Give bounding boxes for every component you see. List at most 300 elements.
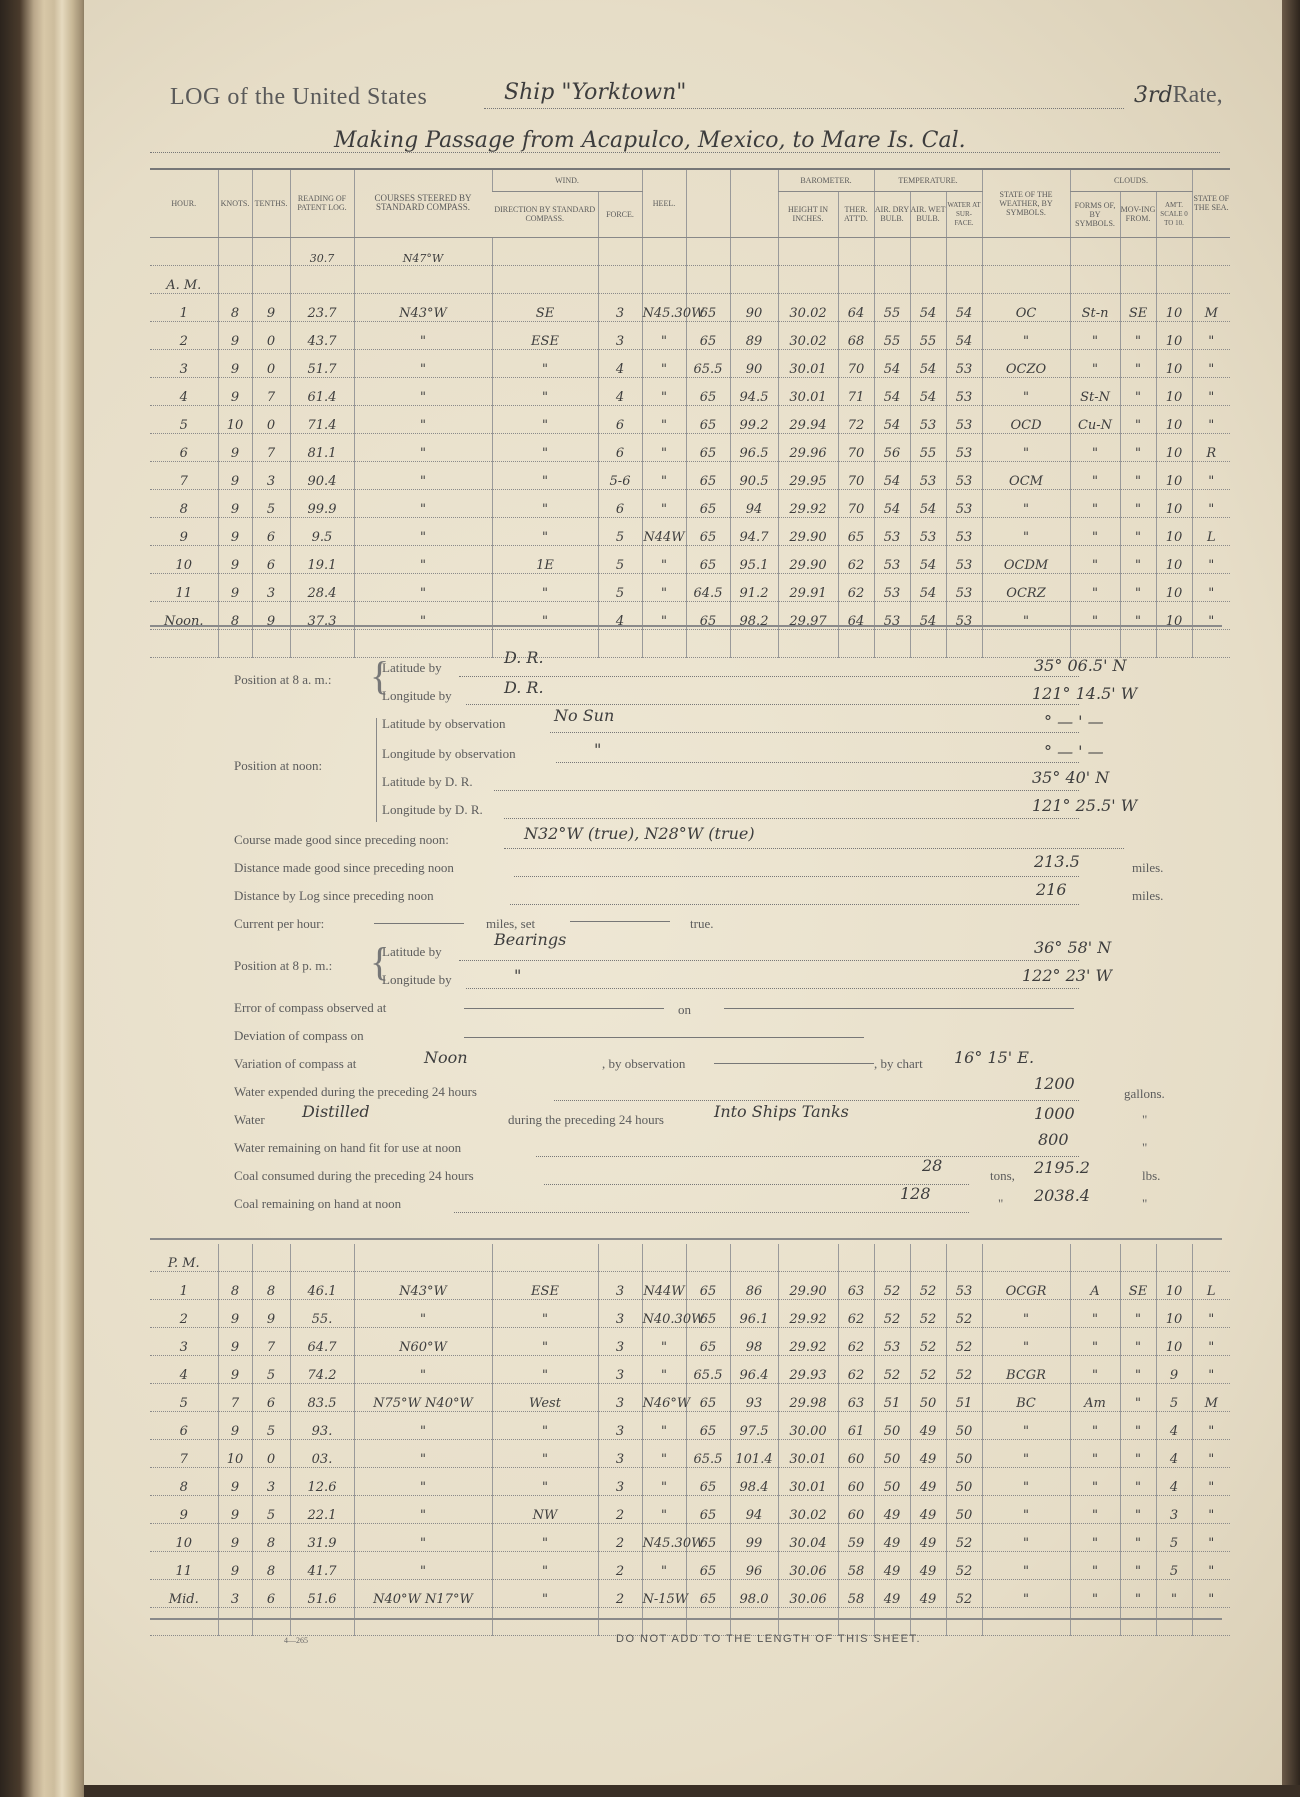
- variation-obs-label: , by observation: [602, 1056, 686, 1071]
- pm-wind-force-cell: 2: [598, 1524, 642, 1552]
- am-air-wet-cell: 54: [910, 545, 946, 573]
- pm-weather-cell: ": [982, 1580, 1070, 1608]
- am-weather-cell: OCDM: [982, 545, 1070, 573]
- col-weather: STATE OF THE WEATHER, BY SYMBOLS.: [982, 169, 1070, 237]
- posnoon-dr-lat-value: 35° 40' N: [1032, 768, 1110, 787]
- coal-consumed-lbs-label: lbs.: [1142, 1168, 1161, 1183]
- pm-log-cell: 93.: [290, 1412, 354, 1440]
- col-blank-a: [686, 169, 730, 237]
- pm-col-a-cell: 65: [686, 1552, 730, 1580]
- col-baro-ther: THER. ATT'D.: [838, 191, 874, 237]
- am-knots-cell: 9: [218, 433, 252, 461]
- am-heel-cell: N44W: [642, 517, 686, 545]
- pm-course-cell: N40°W N17°W: [354, 1580, 492, 1608]
- pm-cloud-moving-cell: ": [1120, 1524, 1156, 1552]
- pm-air-wet-cell: 49: [910, 1524, 946, 1552]
- am-cloud-form-cell: ": [1070, 321, 1120, 349]
- pm-baro-height-cell: 29.98: [778, 1384, 838, 1412]
- pm-cloud-amount-cell: 4: [1156, 1440, 1192, 1468]
- pm-wind-force-cell: 3: [598, 1272, 642, 1300]
- pm-air-wet-cell: 50: [910, 1384, 946, 1412]
- pm-air-dry-cell: 50: [874, 1468, 910, 1496]
- pos8pm-lon-method: ": [514, 966, 522, 985]
- pm-course-cell: ": [354, 1412, 492, 1440]
- pm-log-row: [150, 1468, 1230, 1496]
- am-air-dry-cell: 53: [874, 517, 910, 545]
- col-air-wet: AIR. WET BULB.: [910, 191, 946, 237]
- pm-water-temp-cell: 51: [946, 1384, 982, 1412]
- pm-weather-cell: ": [982, 1496, 1070, 1524]
- am-log-cell: 61.4: [290, 377, 354, 405]
- pm-wind-force-cell: 3: [598, 1468, 642, 1496]
- am-baro-height-cell: 29.92: [778, 489, 838, 517]
- pos8pm-label: Position at 8 p. m.:: [234, 958, 333, 973]
- am-cloud-form-cell: ": [1070, 517, 1120, 545]
- water-distilled-dest: Into Ships Tanks: [714, 1102, 849, 1121]
- pm-col-a-cell: 65: [686, 1524, 730, 1552]
- pm-air-wet-cell: 49: [910, 1440, 946, 1468]
- pm-col-b-cell: 96: [730, 1552, 778, 1580]
- pm-knots-cell: 9: [218, 1524, 252, 1552]
- am-col-b-cell: 90: [730, 349, 778, 377]
- pm-sea-cell: ": [1192, 1468, 1230, 1496]
- posnoon-dr-lat-label: Latitude by D. R.: [382, 774, 473, 789]
- pm-tenths-cell: 0: [252, 1440, 290, 1468]
- book-edge: [1282, 0, 1300, 1797]
- log-title: LOG of the United States: [170, 84, 428, 110]
- am-log-row: [150, 293, 1230, 321]
- am-sea-cell: M: [1192, 293, 1230, 321]
- pm-air-dry-cell: 50: [874, 1440, 910, 1468]
- pm-col-a-cell: 65: [686, 1580, 730, 1608]
- pm-col-a-cell: 65: [686, 1272, 730, 1300]
- current-label: Current per hour:: [234, 916, 325, 931]
- am-sea-cell: R: [1192, 433, 1230, 461]
- am-sea-cell: ": [1192, 461, 1230, 489]
- am-cloud-moving-cell: ": [1120, 377, 1156, 405]
- pm-heel-cell: ": [642, 1440, 686, 1468]
- pm-knots-cell: 3: [218, 1580, 252, 1608]
- am-wind-dir-cell: ": [492, 461, 598, 489]
- pm-baro-ther-cell: 63: [838, 1272, 874, 1300]
- pm-baro-height-cell: 29.90: [778, 1272, 838, 1300]
- am-log-cell: 28.4: [290, 573, 354, 601]
- pm-baro-ther-cell: 60: [838, 1440, 874, 1468]
- pm-col-a-cell: 65.5: [686, 1440, 730, 1468]
- am-weather-cell: ": [982, 517, 1070, 545]
- col-cloud-amount: AM'T. SCALE 0 TO 10.: [1156, 191, 1192, 237]
- posnoon-obs-lat-label: Latitude by observation: [382, 716, 506, 731]
- pm-course-cell: ": [354, 1524, 492, 1552]
- pm-wind-dir-cell: ": [492, 1412, 598, 1440]
- pm-col-a-cell: 65: [686, 1328, 730, 1356]
- pm-cloud-moving-cell: ": [1120, 1412, 1156, 1440]
- pm-wind-dir-cell: West: [492, 1384, 598, 1412]
- am-cloud-moving-cell: ": [1120, 405, 1156, 433]
- am-hour-cell: 9: [150, 517, 218, 545]
- am-course-cell: ": [354, 601, 492, 629]
- pm-wind-force-cell: 3: [598, 1440, 642, 1468]
- pm-tenths-cell: 6: [252, 1580, 290, 1608]
- water-distilled-value: 1000: [1034, 1104, 1075, 1123]
- form-code: 4—265: [284, 1636, 308, 1645]
- am-hour-cell: Noon.: [150, 601, 218, 629]
- water-remaining-label: Water remaining on hand fit for use at noon: [234, 1140, 462, 1155]
- col-water-surface: WATER AT SUR-FACE.: [946, 191, 982, 237]
- pm-tenths-cell: 8: [252, 1552, 290, 1580]
- pm-hour-cell: 5: [150, 1384, 218, 1412]
- am-log-row: [150, 405, 1230, 433]
- am-knots-cell: 9: [218, 321, 252, 349]
- am-weather-cell: ": [982, 489, 1070, 517]
- posnoon-obs-lon-method: ": [594, 740, 602, 759]
- water-remaining-value: 800: [1038, 1130, 1069, 1149]
- col-wind: WIND.: [492, 169, 642, 191]
- pm-wind-force-cell: 3: [598, 1356, 642, 1384]
- am-course-cell: ": [354, 461, 492, 489]
- am-cloud-amount-cell: 10: [1156, 601, 1192, 629]
- am-col-b-cell: 94.7: [730, 517, 778, 545]
- am-baro-height-cell: 29.90: [778, 517, 838, 545]
- water-distilled-label-a: Water: [234, 1112, 265, 1127]
- pm-wind-dir-cell: ": [492, 1524, 598, 1552]
- am-tenths-cell: 7: [252, 377, 290, 405]
- pm-water-temp-cell: 50: [946, 1440, 982, 1468]
- col-cloud-forms: FORMS OF, BY SYMBOLS.: [1070, 191, 1120, 237]
- distance-good-unit: miles.: [1132, 860, 1164, 875]
- distance-log-value: 216: [1036, 880, 1067, 899]
- pm-cloud-moving-cell: ": [1120, 1440, 1156, 1468]
- am-tenths-cell: 3: [252, 573, 290, 601]
- col-cloud-moving: MOV-ING FROM.: [1120, 191, 1156, 237]
- am-wind-force-cell: 5: [598, 517, 642, 545]
- pm-table-top-rule: [150, 1238, 1222, 1240]
- water-expended-unit: gallons.: [1124, 1086, 1165, 1101]
- pm-air-dry-cell: 53: [874, 1328, 910, 1356]
- am-tenths-cell: 9: [252, 601, 290, 629]
- pm-course-cell: ": [354, 1356, 492, 1384]
- col-blank-b: [730, 169, 778, 237]
- am-log-row: [150, 545, 1230, 573]
- am-air-wet-cell: 54: [910, 293, 946, 321]
- am-col-a-cell: 65: [686, 461, 730, 489]
- pm-tenths-cell: 7: [252, 1328, 290, 1356]
- am-log-cell: 19.1: [290, 545, 354, 573]
- pm-sea-cell: ": [1192, 1412, 1230, 1440]
- am-wind-dir-cell: ": [492, 573, 598, 601]
- pm-sea-cell: ": [1192, 1552, 1230, 1580]
- pm-cloud-amount-cell: 10: [1156, 1272, 1192, 1300]
- am-spare-row: [150, 629, 1230, 657]
- pm-water-temp-cell: 52: [946, 1300, 982, 1328]
- posnoon-label: Position at noon:: [234, 758, 323, 773]
- am-log-row: [150, 377, 1230, 405]
- coal-remaining-tons: 128: [900, 1184, 931, 1203]
- am-knots-cell: 8: [218, 601, 252, 629]
- pm-cloud-amount-cell: 5: [1156, 1552, 1192, 1580]
- posnoon-dr-lon-label: Longitude by D. R.: [382, 802, 483, 817]
- am-cloud-amount-cell: 10: [1156, 293, 1192, 321]
- am-cloud-amount-cell: 10: [1156, 433, 1192, 461]
- pm-knots-cell: 10: [218, 1440, 252, 1468]
- am-sea-cell: ": [1192, 405, 1230, 433]
- pos8am-label: Position at 8 a. m.:: [234, 672, 332, 687]
- pm-cloud-moving-cell: ": [1120, 1384, 1156, 1412]
- am-hour-cell: 11: [150, 573, 218, 601]
- am-water-temp-cell: 53: [946, 349, 982, 377]
- am-col-a-cell: 65: [686, 545, 730, 573]
- am-cloud-amount-cell: 10: [1156, 461, 1192, 489]
- pm-hour-cell: 1: [150, 1272, 218, 1300]
- title-rule: [484, 108, 1124, 109]
- pos8pm-brace: {: [370, 939, 390, 984]
- pm-weather-cell: ": [982, 1328, 1070, 1356]
- pm-cloud-form-cell: ": [1070, 1468, 1120, 1496]
- am-baro-height-cell: 29.96: [778, 433, 838, 461]
- col-temperature: TEMPERATURE.: [874, 169, 982, 191]
- pm-cloud-form-cell: ": [1070, 1580, 1120, 1608]
- am-weather-cell: ": [982, 321, 1070, 349]
- am-col-b-cell: 98.2: [730, 601, 778, 629]
- pm-table-bottom-rule: [150, 1618, 1222, 1620]
- am-sea-cell: L: [1192, 517, 1230, 545]
- pm-air-wet-cell: 49: [910, 1552, 946, 1580]
- pm-baro-height-cell: 30.02: [778, 1496, 838, 1524]
- pos8am-brace: {: [370, 653, 390, 698]
- pm-cloud-moving-cell: ": [1120, 1552, 1156, 1580]
- pm-heel-cell: N-15W: [642, 1580, 686, 1608]
- am-cloud-form-cell: St-n: [1070, 293, 1120, 321]
- am-pre-log: 30.7: [290, 237, 354, 265]
- pm-cloud-moving-cell: ": [1120, 1300, 1156, 1328]
- pm-heel-cell: ": [642, 1468, 686, 1496]
- am-sea-cell: ": [1192, 377, 1230, 405]
- am-tenths-cell: 0: [252, 405, 290, 433]
- am-sea-cell: ": [1192, 573, 1230, 601]
- pm-col-b-cell: 98.4: [730, 1468, 778, 1496]
- am-sea-cell: ": [1192, 545, 1230, 573]
- am-wind-dir-cell: ": [492, 377, 598, 405]
- pm-log-row: [150, 1524, 1230, 1552]
- pm-col-a-cell: 65: [686, 1384, 730, 1412]
- water-distilled-method: Distilled: [302, 1102, 370, 1121]
- am-baro-height-cell: 30.02: [778, 321, 838, 349]
- col-knots: KNOTS.: [218, 169, 252, 237]
- am-cloud-amount-cell: 10: [1156, 377, 1192, 405]
- coal-consumed-tons: 28: [922, 1156, 943, 1175]
- am-course-cell: ": [354, 377, 492, 405]
- pm-sea-cell: ": [1192, 1440, 1230, 1468]
- am-course-cell: ": [354, 321, 492, 349]
- rate-label: Rate,: [1172, 82, 1223, 108]
- am-cloud-form-cell: Cu-N: [1070, 405, 1120, 433]
- am-col-a-cell: 65: [686, 293, 730, 321]
- am-wind-force-cell: 5: [598, 573, 642, 601]
- am-label: A. M.: [150, 265, 218, 293]
- pm-hour-cell: 7: [150, 1440, 218, 1468]
- am-log-cell: 90.4: [290, 461, 354, 489]
- pos8am-lon-value: 121° 14.5' W: [1032, 684, 1138, 703]
- am-wind-force-cell: 4: [598, 377, 642, 405]
- pm-course-cell: ": [354, 1300, 492, 1328]
- am-cloud-moving-cell: ": [1120, 349, 1156, 377]
- am-hour-cell: 2: [150, 321, 218, 349]
- pm-sea-cell: L: [1192, 1272, 1230, 1300]
- pm-air-dry-cell: 52: [874, 1356, 910, 1384]
- am-water-temp-cell: 53: [946, 377, 982, 405]
- water-distilled-label-b: during the preceding 24 hours: [508, 1112, 664, 1127]
- am-cloud-amount-cell: 10: [1156, 405, 1192, 433]
- passage-rule: [150, 152, 1220, 153]
- pm-weather-cell: ": [982, 1300, 1070, 1328]
- am-log-cell: 43.7: [290, 321, 354, 349]
- pm-knots-cell: 8: [218, 1272, 252, 1300]
- pm-cloud-moving-cell: ": [1120, 1580, 1156, 1608]
- pm-baro-ther-cell: 58: [838, 1552, 874, 1580]
- am-water-temp-cell: 54: [946, 321, 982, 349]
- am-knots-cell: 9: [218, 489, 252, 517]
- current-mid: miles, set: [486, 916, 536, 931]
- pm-heel-cell: N45.30W: [642, 1524, 686, 1552]
- pm-hour-cell: 10: [150, 1524, 218, 1552]
- pm-tenths-cell: 5: [252, 1496, 290, 1524]
- pm-col-b-cell: 99: [730, 1524, 778, 1552]
- log-sheet: [84, 0, 1282, 1785]
- pm-baro-height-cell: 30.06: [778, 1552, 838, 1580]
- am-course-cell: ": [354, 433, 492, 461]
- pm-baro-ther-cell: 62: [838, 1300, 874, 1328]
- pm-heel-cell: ": [642, 1356, 686, 1384]
- am-weather-cell: ": [982, 601, 1070, 629]
- pm-weather-cell: BC: [982, 1384, 1070, 1412]
- pm-col-a-cell: 65: [686, 1496, 730, 1524]
- pm-sea-cell: ": [1192, 1524, 1230, 1552]
- am-wind-dir-cell: ": [492, 433, 598, 461]
- am-water-temp-cell: 53: [946, 517, 982, 545]
- am-baro-ther-cell: 68: [838, 321, 874, 349]
- pm-tenths-cell: 5: [252, 1356, 290, 1384]
- pm-cloud-form-cell: ": [1070, 1440, 1120, 1468]
- am-sea-cell: ": [1192, 601, 1230, 629]
- pm-hour-cell: 11: [150, 1552, 218, 1580]
- pm-water-temp-cell: 52: [946, 1524, 982, 1552]
- am-wind-dir-cell: ": [492, 405, 598, 433]
- am-col-a-cell: 64.5: [686, 573, 730, 601]
- am-hour-cell: 10: [150, 545, 218, 573]
- am-knots-cell: 9: [218, 461, 252, 489]
- am-heel-cell: ": [642, 349, 686, 377]
- pm-log-cell: 31.9: [290, 1524, 354, 1552]
- am-tenths-cell: 3: [252, 461, 290, 489]
- am-col-a-cell: 65: [686, 405, 730, 433]
- pm-hour-cell: 6: [150, 1412, 218, 1440]
- coal-remaining-tons-label: ": [998, 1196, 1004, 1211]
- pm-hour-cell: 4: [150, 1356, 218, 1384]
- pm-log-cell: 55.: [290, 1300, 354, 1328]
- am-wind-dir-cell: ": [492, 489, 598, 517]
- am-knots-cell: 9: [218, 377, 252, 405]
- pm-cloud-amount-cell: 10: [1156, 1300, 1192, 1328]
- pm-heel-cell: ": [642, 1412, 686, 1440]
- am-air-dry-cell: 54: [874, 489, 910, 517]
- am-tenths-cell: 5: [252, 489, 290, 517]
- am-weather-cell: OCD: [982, 405, 1070, 433]
- am-wind-force-cell: 3: [598, 321, 642, 349]
- am-hour-cell: 5: [150, 405, 218, 433]
- pm-baro-ther-cell: 61: [838, 1412, 874, 1440]
- am-wind-force-cell: 4: [598, 349, 642, 377]
- pm-course-cell: N43°W: [354, 1272, 492, 1300]
- am-weather-cell: ": [982, 377, 1070, 405]
- book-binding: [0, 0, 88, 1797]
- am-air-wet-cell: 54: [910, 601, 946, 629]
- am-hour-cell: 3: [150, 349, 218, 377]
- pm-air-dry-cell: 49: [874, 1524, 910, 1552]
- am-cloud-amount-cell: 10: [1156, 517, 1192, 545]
- am-col-b-cell: 90: [730, 293, 778, 321]
- pm-wind-dir-cell: ESE: [492, 1272, 598, 1300]
- am-knots-cell: 8: [218, 293, 252, 321]
- am-tenths-cell: 6: [252, 517, 290, 545]
- pm-knots-cell: 9: [218, 1328, 252, 1356]
- col-clouds: CLOUDS.: [1070, 169, 1192, 191]
- pm-weather-cell: OCGR: [982, 1272, 1070, 1300]
- pm-col-b-cell: 101.4: [730, 1440, 778, 1468]
- variation-label: Variation of compass at: [234, 1056, 357, 1071]
- pm-wind-dir-cell: ": [492, 1552, 598, 1580]
- pm-wind-dir-cell: ": [492, 1440, 598, 1468]
- pm-log-row: [150, 1384, 1230, 1412]
- am-air-wet-cell: 54: [910, 573, 946, 601]
- am-cloud-moving-cell: ": [1120, 433, 1156, 461]
- pm-cloud-amount-cell: 5: [1156, 1384, 1192, 1412]
- pm-heel-cell: N44W: [642, 1272, 686, 1300]
- am-wind-dir-cell: ": [492, 517, 598, 545]
- col-wind-direction: DIRECTION BY STANDARD COMPASS.: [492, 191, 598, 237]
- pm-wind-dir-cell: ": [492, 1328, 598, 1356]
- course-good-label: Course made good since preceding noon:: [234, 832, 449, 847]
- am-log-row: [150, 433, 1230, 461]
- pm-sea-cell: M: [1192, 1384, 1230, 1412]
- pm-wind-force-cell: 2: [598, 1580, 642, 1608]
- am-baro-ther-cell: 70: [838, 433, 874, 461]
- am-wind-force-cell: 6: [598, 489, 642, 517]
- pm-tenths-cell: 3: [252, 1468, 290, 1496]
- coal-remaining-lbs: 2038.4: [1034, 1186, 1090, 1205]
- am-knots-cell: 10: [218, 405, 252, 433]
- am-log-cell: 23.7: [290, 293, 354, 321]
- am-pre-course: N47°W: [354, 237, 492, 265]
- pos8pm-lat-value: 36° 58' N: [1034, 938, 1112, 957]
- am-tenths-cell: 9: [252, 293, 290, 321]
- pm-air-wet-cell: 52: [910, 1328, 946, 1356]
- pm-col-b-cell: 96.1: [730, 1300, 778, 1328]
- am-wind-dir-cell: ": [492, 349, 598, 377]
- pos8pm-lon-label: Longitude by: [382, 972, 452, 987]
- am-wind-force-cell: 3: [598, 293, 642, 321]
- pm-course-cell: ": [354, 1468, 492, 1496]
- distance-good-label: Distance made good since preceding noon: [234, 860, 454, 875]
- pm-col-b-cell: 86: [730, 1272, 778, 1300]
- am-col-b-cell: 91.2: [730, 573, 778, 601]
- am-weather-cell: OC: [982, 293, 1070, 321]
- pm-wind-dir-cell: ": [492, 1356, 598, 1384]
- rate-value: 3rd: [1134, 83, 1173, 108]
- am-hour-cell: 1: [150, 293, 218, 321]
- pm-log-row: [150, 1328, 1230, 1356]
- pos8am-lon-label: Longitude by: [382, 688, 452, 703]
- am-sea-cell: ": [1192, 321, 1230, 349]
